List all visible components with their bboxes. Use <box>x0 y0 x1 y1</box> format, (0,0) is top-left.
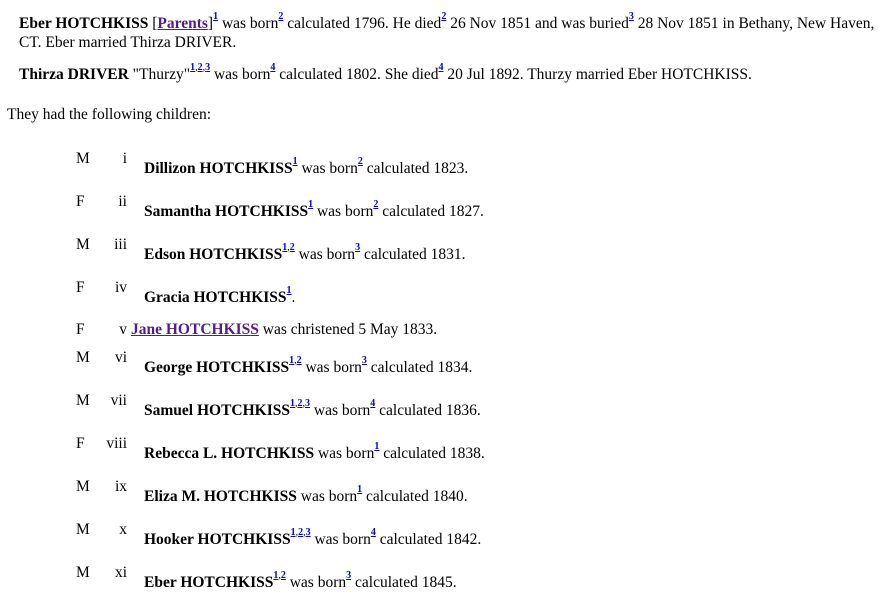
source-ref-link[interactable]: 2 <box>297 397 303 409</box>
child-text: was born <box>294 246 356 263</box>
source-ref-link[interactable]: 3 <box>355 241 361 253</box>
child-entry: Edson HOTCHKISS$^{1,2}$ was born$^3$ calculated 1831. <box>144 241 466 263</box>
source-ref-link[interactable]: 1 <box>273 569 279 581</box>
child-sex: M <box>76 150 90 167</box>
child-entry <box>144 483 468 506</box>
child-name: Eber HOTCHKISS <box>144 574 274 591</box>
source-ref-link[interactable]: 3 <box>346 569 352 581</box>
child-entry: George HOTCHKISS$^{1,2}$ was born$^3$ calculated 1834. <box>144 354 473 376</box>
child-sex: F <box>76 279 85 296</box>
child-number: x <box>119 521 127 538</box>
source-ref-link[interactable]: 2 <box>280 569 286 581</box>
child-sex: M <box>76 392 90 409</box>
source-ref-link[interactable]: 4 <box>370 397 376 409</box>
child-text: was born <box>313 203 374 220</box>
thirza-paragraph: Thirza DRIVER "Thurzy"$^{1,2,3}$ was born$^4$ calculated 1802. She died$^4$ 20 Jul 1892. Thurzy married Eber HOTCHKISS. <box>19 61 752 83</box>
eber-name: Eber HOTCHKISS <box>19 15 149 32</box>
child-number: iv <box>114 279 127 296</box>
source-ref-link[interactable]: 4 <box>370 526 376 538</box>
child-number: iii <box>114 236 127 253</box>
source-ref-link[interactable]: 4 <box>438 61 444 73</box>
child-text: was born <box>310 531 371 548</box>
source-ref-link[interactable]: 1 <box>357 483 363 495</box>
child-name: George HOTCHKISS <box>144 359 290 376</box>
child-row <box>0 349 881 379</box>
eber-text: calculated 1796. He died <box>283 15 442 32</box>
child-text: calculated 1831. <box>360 246 466 263</box>
source-ref-link[interactable]: 1 <box>213 10 219 22</box>
child-text: was born <box>314 445 375 462</box>
child-number: vii <box>110 392 127 409</box>
child-row <box>0 435 881 465</box>
source-ref-link[interactable]: 1 <box>292 155 298 167</box>
eber-text: 28 Nov 1851 in Bethany, New Haven, CT. Eber married Thirza DRIVER. <box>19 15 875 51</box>
child-text: calculated 1845. <box>351 574 457 591</box>
source-ref-link[interactable]: 1 <box>190 61 196 73</box>
source-ref-link[interactable]: 1 <box>289 354 295 366</box>
child-text: calculated 1838. <box>379 445 485 462</box>
child-number: viii <box>106 435 127 452</box>
child-text: was born <box>301 359 362 376</box>
source-ref-link[interactable]: 1 <box>282 241 288 253</box>
child-name: Rebecca L. HOTCHKISS <box>144 445 315 462</box>
child-sex: F <box>76 435 85 452</box>
thirza-text: 20 Jul 1892. Thurzy married Eber HOTCHKISS. <box>443 66 752 83</box>
child-text: was born <box>297 160 358 177</box>
source-ref-link[interactable]: 1 <box>286 284 292 296</box>
child-sex: F <box>76 321 85 338</box>
child-text: calculated 1842. <box>375 531 482 548</box>
child-number: v <box>119 321 127 338</box>
child-number: vi <box>114 349 127 366</box>
source-ref-link[interactable]: 1 <box>374 440 380 452</box>
source-ref-link[interactable]: 2 <box>278 10 284 22</box>
child-text: was christened 5 May 1833. <box>258 321 438 338</box>
source-ref-link[interactable]: 2 <box>296 354 302 366</box>
child-row <box>0 521 881 551</box>
child-sex: M <box>76 349 90 366</box>
child-name-link[interactable]: Jane HOTCHKISS <box>131 321 259 338</box>
child-text: calculated 1834. <box>366 359 473 376</box>
source-ref-link[interactable]: 2 <box>441 10 447 22</box>
child-row <box>0 150 881 180</box>
child-number: ii <box>118 193 127 210</box>
child-row <box>0 321 881 351</box>
child-sex: M <box>76 478 90 495</box>
source-ref-link[interactable]: 3 <box>305 397 310 409</box>
child-text: was born <box>285 574 347 591</box>
child-text: calculated 1823. <box>362 160 469 177</box>
source-ref-link[interactable]: 3 <box>305 526 311 538</box>
child-number: ix <box>114 478 127 495</box>
child-row <box>0 564 881 594</box>
child-entry <box>144 284 296 307</box>
child-entry: Hooker HOTCHKISS$^{1,2,3}$ was born$^4$ calculated 1842. <box>144 526 482 548</box>
child-entry <box>144 440 485 463</box>
child-row <box>0 478 881 508</box>
child-text: was born <box>310 402 371 419</box>
thirza-text: was born <box>210 66 271 83</box>
child-name: Edson HOTCHKISS <box>144 246 283 263</box>
thirza-nickname: "Thurzy" <box>128 66 191 83</box>
child-text: calculated 1827. <box>378 203 484 220</box>
source-ref-link[interactable]: 3 <box>628 10 634 22</box>
thirza-text: calculated 1802. She died <box>275 66 439 83</box>
child-name: Dillizon HOTCHKISS <box>144 160 293 177</box>
source-ref-link[interactable]: 2 <box>373 198 379 210</box>
child-sex: M <box>76 236 90 253</box>
source-ref-link[interactable]: 4 <box>270 61 276 73</box>
child-entry: Samuel HOTCHKISS$^{1,2,3}$ was born$^4$ calculated 1836. <box>144 397 481 419</box>
source-ref-link[interactable]: 1 <box>290 397 295 409</box>
source-ref-link[interactable]: 1 <box>308 198 314 210</box>
child-name: Eliza M. HOTCHKISS <box>144 488 297 505</box>
child-sex: M <box>76 521 90 538</box>
child-entry <box>144 155 469 178</box>
child-sex: M <box>76 564 90 581</box>
source-ref-link[interactable]: 3 <box>361 354 367 366</box>
bracket-open: [ <box>148 15 158 32</box>
child-number: xi <box>114 564 127 581</box>
child-text: calculated 1836. <box>375 402 481 419</box>
child-text: calculated 1840. <box>362 488 468 505</box>
child-row <box>0 392 881 422</box>
child-name: Gracia HOTCHKISS <box>144 289 287 306</box>
children-intro: They had the following children: <box>7 106 212 123</box>
child-row <box>0 236 881 266</box>
bracket-close: ] <box>207 15 214 32</box>
child-name: Samuel HOTCHKISS <box>144 402 290 419</box>
child-sex: F <box>76 193 85 210</box>
child-text: . <box>291 289 296 306</box>
source-ref-link[interactable]: 3 <box>205 61 211 73</box>
eber-text: was born <box>218 15 279 32</box>
child-row <box>0 193 881 223</box>
source-ref-link[interactable]: 2 <box>357 155 363 167</box>
child-name: Samantha HOTCHKISS <box>144 203 309 220</box>
eber-paragraph <box>19 10 879 52</box>
thirza-name: Thirza DRIVER <box>19 66 129 83</box>
source-ref-link[interactable]: 2 <box>197 61 203 73</box>
parents-link[interactable]: Parents <box>157 15 208 32</box>
child-row <box>0 279 881 309</box>
source-ref-link[interactable]: 2 <box>298 526 304 538</box>
child-entry: Eber HOTCHKISS$^{1,2}$ was born$^3$ calculated 1845. <box>144 569 457 591</box>
source-ref-link[interactable]: 2 <box>289 241 295 253</box>
source-ref-link[interactable]: 1 <box>290 526 296 538</box>
child-entry <box>144 198 484 221</box>
child-entry <box>131 321 437 339</box>
eber-text: 26 Nov 1851 and was buried <box>446 15 629 32</box>
child-name: Hooker HOTCHKISS <box>144 531 291 548</box>
child-text: was born <box>296 488 358 505</box>
child-number: i <box>122 150 127 167</box>
